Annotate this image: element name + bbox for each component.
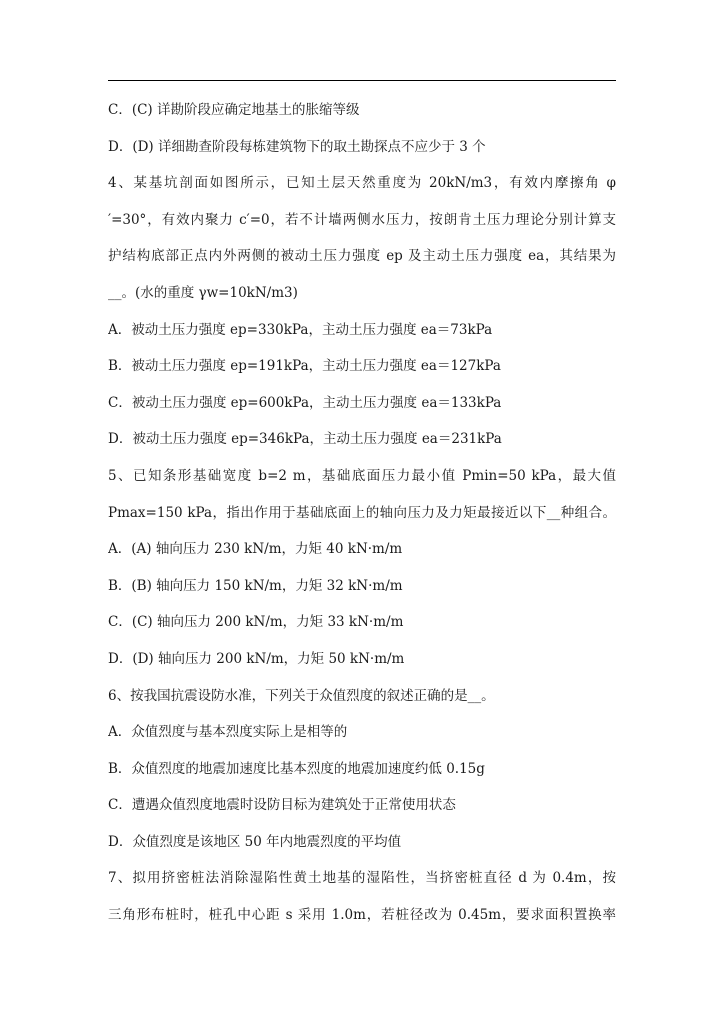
question-line: Pmax=150 kPa，指出作用于基础底面上的轴向压力及力矩最接近以下__种组合。 (108, 504, 616, 521)
option-line: C．遭遇众值烈度地震时设防目标为建筑处于正常使用状态 (108, 797, 456, 814)
option-line: D．众值烈度是该地区 50 年内地震烈度的平均值 (108, 833, 402, 850)
document-body (108, 92, 616, 934)
option-line: A．被动土压力强度 ep=330kPa，主动土压力强度 ea＝73kPa (108, 321, 493, 338)
option-line: C．(C) 轴向压力 200 kN/m，力矩 33 kN·m/m (108, 614, 404, 631)
option-line: B．众值烈度的地震加速度比基本烈度的地震加速度约低 0.15g (108, 760, 485, 777)
option-line: D．(D) 详细勘查阶段每栋建筑物下的取土勘探点不应少于 3 个 (108, 138, 486, 155)
question-line: 6、按我国抗震设防水准，下列关于众值烈度的叙述正确的是__。 (108, 687, 495, 704)
question-line: 5、已知条形基础宽度 b=2 m，基础底面压力最小值 Pmin=50 kPa，最大值 (108, 467, 616, 484)
option-line: A．(A) 轴向压力 230 kN/m，力矩 40 kN·m/m (108, 541, 403, 558)
option-line: D．(D) 轴向压力 200 kN/m，力矩 50 kN·m/m (108, 650, 405, 667)
header-rule (108, 80, 616, 81)
question-line: 7、拟用挤密桩法消除湿陷性黄土地基的湿陷性，当挤密桩直径 d 为 0.4m，按 (108, 870, 616, 887)
option-line: D．被动土压力强度 ep=346kPa，主动土压力强度 ea＝231kPa (108, 431, 502, 448)
option-line: A．众值烈度与基本烈度实际上是相等的 (108, 724, 348, 741)
question-line: 4、某基坑剖面如图所示，已知土层天然重度为 20kN/m3，有效内摩擦角 φ (108, 175, 616, 192)
option-line: B．(B) 轴向压力 150 kN/m，力矩 32 kN·m/m (108, 577, 403, 594)
option-line: C．被动土压力强度 ep=600kPa，主动土压力强度 ea＝133kPa (108, 394, 502, 411)
question-line: 三角形布桩时，桩孔中心距 s 采用 1.0m，若桩径改为 0.45m，要求面积置换率 (108, 907, 616, 924)
option-line: B．被动土压力强度 ep=191kPa，主动土压力强度 ea＝127kPa (108, 358, 501, 375)
question-line: __。(水的重度 γw=10kN/m3) (108, 284, 298, 301)
option-line: C．(C) 详勘阶段应确定地基土的胀缩等级 (108, 102, 360, 118)
question-line: 护结构底部正点内外两侧的被动土压力强度 ep 及主动土压力强度 ea，其结果为 (108, 248, 616, 265)
question-line: ′=30°，有效内聚力 c′=0，若不计墙两侧水压力，按朗肯土压力理论分别计算支 (108, 211, 616, 228)
